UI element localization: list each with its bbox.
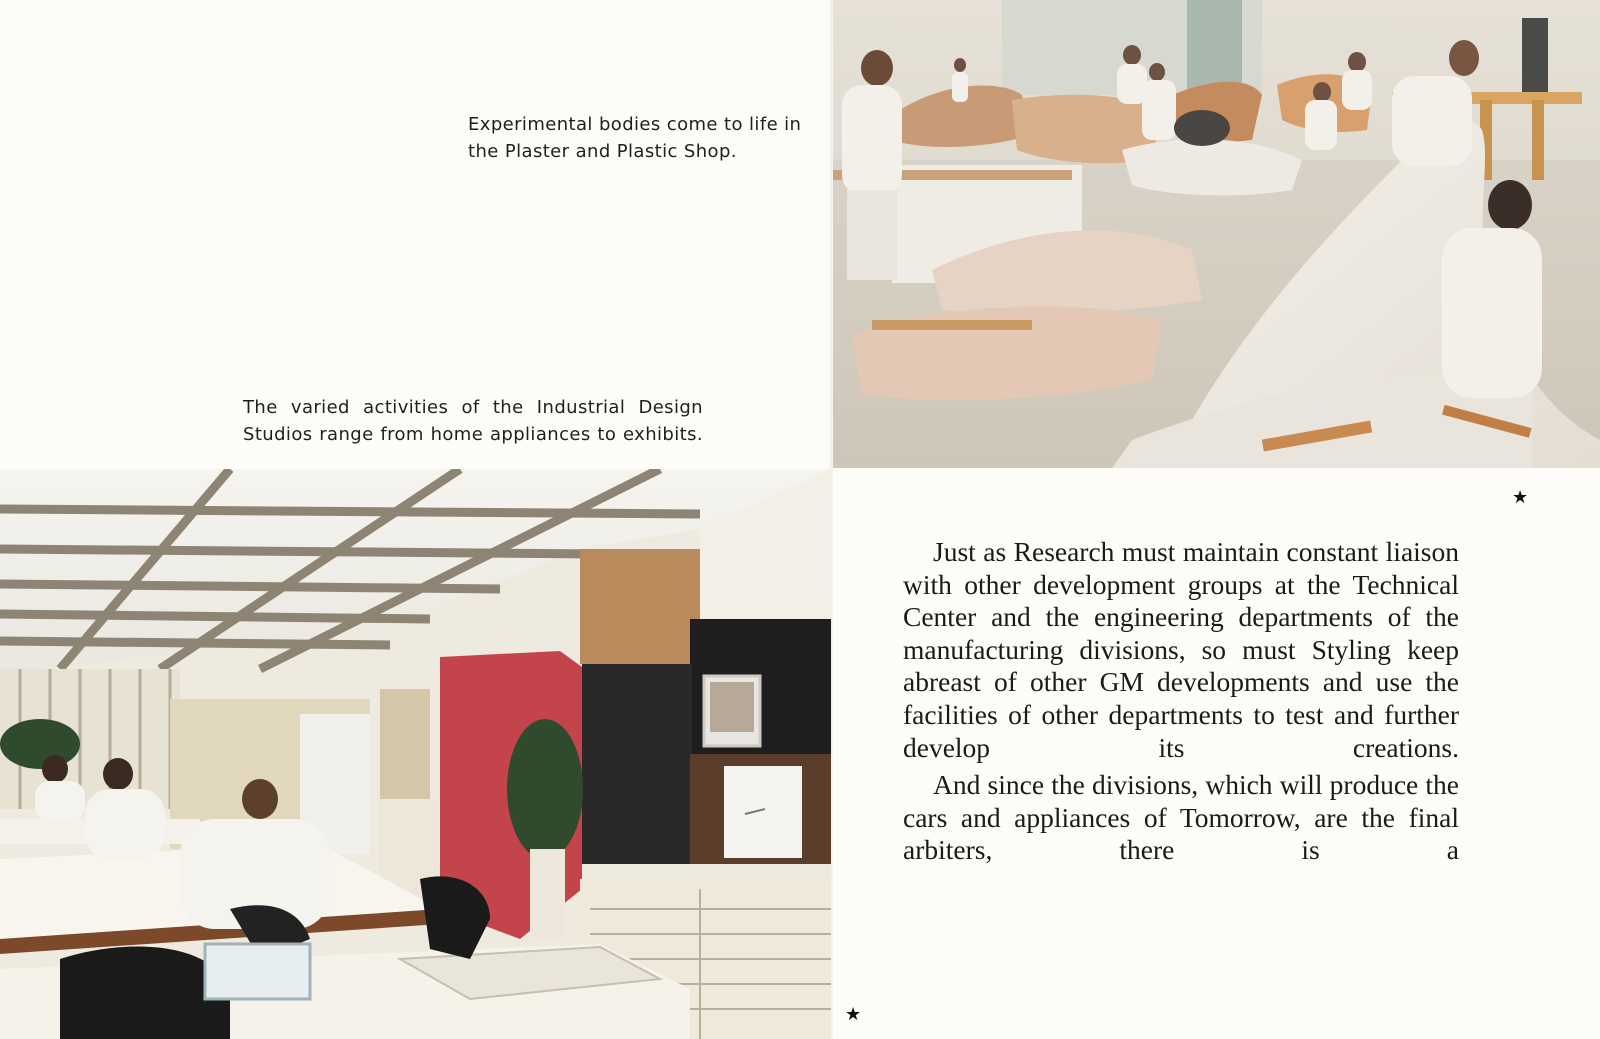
body-paragraph-1: Just as Research must maintain constant liaison with other development groups at the Technical Center and the engineering departments of the manufacturing divisions, so must Styling keep abreast of other GM developments and use the facilities of other departments to test and further develop its creations. <box>903 536 1459 763</box>
body-paragraph-2: And since the divisions, which will produce the cars and appliances of Tomorrow, are the final arbiters, there is a <box>903 769 1459 866</box>
star-ornament-bottom: ★ <box>845 1004 862 1025</box>
body-text <box>903 536 1459 872</box>
caption-plaster-shop: Experimental bodies come to life in the Plaster and Plastic Shop. <box>468 114 802 162</box>
star-ornament-top: ★ <box>1512 487 1529 508</box>
caption-design-studios: The varied activities of the Industrial Design Studios range from home appliances to exhibits. <box>243 397 703 445</box>
photo-plaster-shop <box>832 0 1600 468</box>
photo-design-studios <box>0 469 831 1039</box>
